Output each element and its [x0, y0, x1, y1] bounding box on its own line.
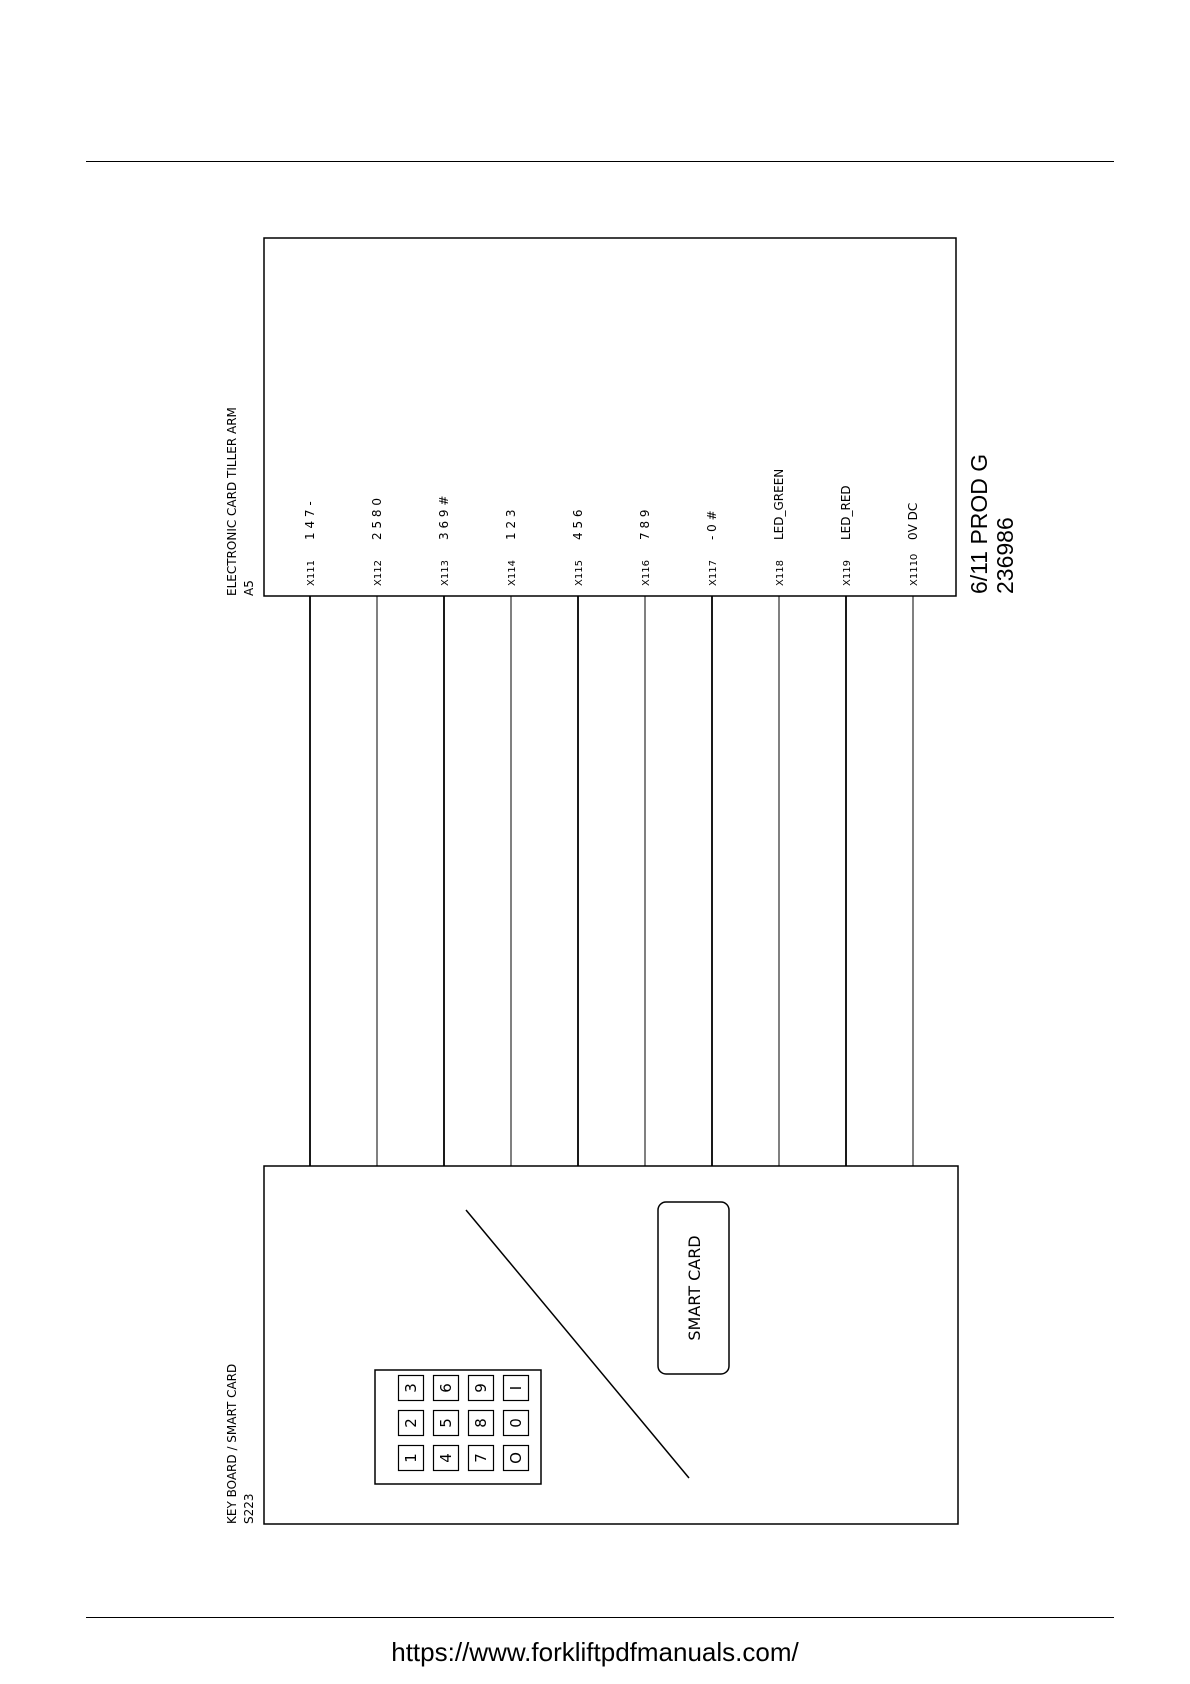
terminal-id: X115	[574, 560, 585, 586]
keypad-key-label: O	[507, 1452, 525, 1464]
keypad	[399, 1376, 529, 1471]
wire-group	[310, 596, 913, 1166]
keypad-key-label: 8	[472, 1418, 490, 1428]
keypad-key-label: 1	[402, 1453, 420, 1463]
terminal-id: X112	[373, 560, 384, 586]
terminal-group	[303, 469, 920, 586]
keypad-key-label: 9	[472, 1383, 490, 1393]
keypad-key-label: 4	[437, 1453, 455, 1463]
keyboard-box	[264, 1166, 958, 1524]
terminal-id: X111	[306, 560, 317, 586]
terminal-id: X114	[507, 560, 518, 586]
terminal-signal-label: 7 8 9	[638, 509, 652, 540]
keypad-key-label: I	[507, 1385, 525, 1391]
terminal-id: X116	[641, 560, 652, 586]
electronic-card-box	[264, 238, 956, 596]
bottom-rule	[86, 1617, 1114, 1618]
keypad-key-label: 5	[437, 1418, 455, 1428]
production-stamp-line2: 236986	[992, 517, 1018, 594]
terminal-signal-label: 1 4 7 -	[303, 501, 317, 540]
keypad-key-label: 2	[402, 1418, 420, 1428]
terminal-signal-label: 4 5 6	[571, 509, 585, 540]
production-stamp-line1: 6/11 PROD G	[966, 453, 992, 594]
keypad-key-label: 6	[437, 1383, 455, 1393]
terminal-signal-label: 0V DC	[906, 502, 920, 540]
terminal-signal-label: 2 5 8 0	[370, 498, 384, 540]
keyboard-ref: S223	[242, 1493, 256, 1524]
terminal-signal-label: LED_GREEN	[772, 468, 786, 540]
smart-card-label: SMART CARD	[685, 1235, 704, 1341]
electronic-card-title: ELECTRONIC CARD TILLER ARM	[225, 407, 239, 596]
keypad-key-label: 7	[472, 1453, 490, 1463]
keyboard-title: KEY BOARD / SMART CARD	[225, 1363, 239, 1524]
terminal-id: X113	[440, 560, 451, 586]
keypad-key-label: 0	[507, 1418, 525, 1428]
terminal-id: X118	[775, 560, 786, 586]
footer-url: https://www.forkliftpdfmanuals.com/	[391, 1637, 799, 1667]
electronic-card-ref: A5	[242, 580, 256, 596]
terminal-id: X117	[708, 560, 719, 586]
terminal-signal-label: 3 6 9 #	[437, 495, 451, 540]
terminal-signal-label: LED_RED	[839, 485, 853, 540]
keypad-key-label: 3	[402, 1383, 420, 1393]
terminal-signal-label: - 0 #	[705, 510, 719, 540]
diagonal-line	[466, 1210, 689, 1478]
terminal-id: X1110	[909, 553, 920, 586]
terminal-signal-label: 1 2 3	[504, 509, 518, 540]
terminal-id: X119	[842, 560, 853, 586]
